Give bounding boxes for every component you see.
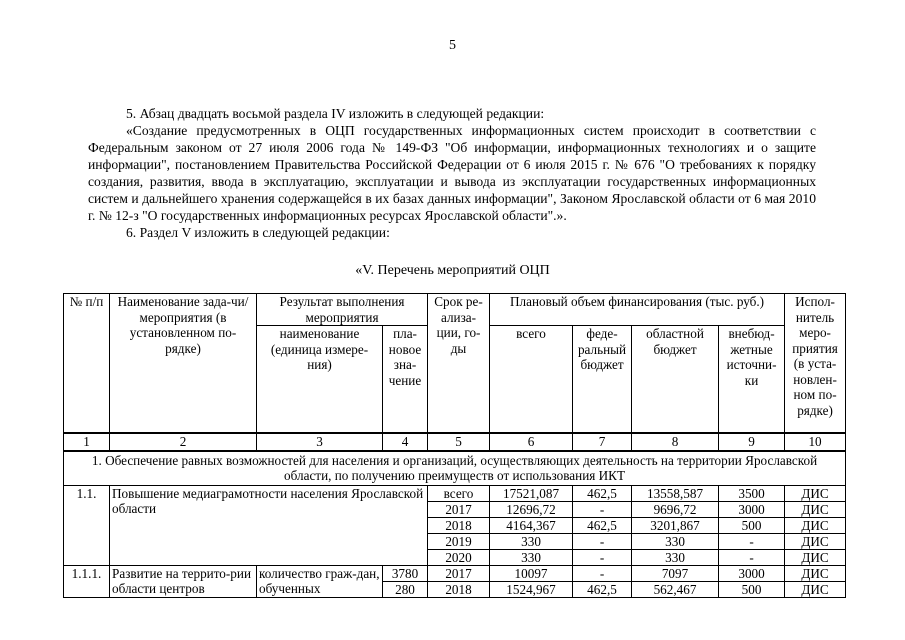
year-cell: 2017 bbox=[428, 501, 490, 517]
federal-cell: - bbox=[573, 565, 632, 581]
total-cell: 1524,967 bbox=[490, 581, 573, 597]
total-cell: 330 bbox=[490, 549, 573, 565]
header-executor: Испол-нитель меро-приятия (в уста-новлен-ном по-рядке) bbox=[785, 294, 846, 434]
extra-cell: 500 bbox=[719, 581, 785, 597]
section-heading: 1. Обеспечение равных возможностей для населения и организаций, осуществляющих деятельность на территории Ярославской области, по получению преимуществ от использования ИКТ bbox=[64, 451, 846, 486]
col-number: 1 bbox=[64, 433, 110, 451]
total-cell: 17521,087 bbox=[490, 485, 573, 501]
extra-cell: 3500 bbox=[719, 485, 785, 501]
header-num: № п/п bbox=[64, 294, 110, 434]
header-extra: внебюд-жетные источни-ки bbox=[719, 326, 785, 434]
regional-cell: 330 bbox=[632, 549, 719, 565]
paragraph-5: 5. Абзац двадцать восьмой раздела IV изложить в следующей редакции: bbox=[126, 106, 545, 121]
federal-cell: 462,5 bbox=[573, 485, 632, 501]
header-total: всего bbox=[490, 326, 573, 434]
col-number: 10 bbox=[785, 433, 846, 451]
col-number: 4 bbox=[383, 433, 428, 451]
regional-cell: 562,467 bbox=[632, 581, 719, 597]
paragraph-quote: «Создание предусмотренных в ОЦП государственных информационных систем происходит в соответствии с Федеральным законом от 27 июля 2006 года № 149-ФЗ "Об информации, информационных технологиях и о защите информации", постановлением Правительства Российской Федерации от 6 июля 2015 г. № 676 "О требованиях к порядку создания, развития, ввода в эксплуатацию, эксплуатации и вывода из эксплуатации государственных информационных систем и дальнейшего хранения содержащейся в их базах данных информации", Законом Ярославской области от 6 мая 2010 г. № 12-з "О государственных информационных ресурсах Ярославской области".». bbox=[88, 123, 816, 223]
header-regional: областной бюджет bbox=[632, 326, 719, 434]
task-number: 1.1.1. bbox=[64, 565, 110, 597]
col-number: 5 bbox=[428, 433, 490, 451]
federal-cell: - bbox=[573, 549, 632, 565]
extra-cell: 500 bbox=[719, 517, 785, 533]
planned-value-cell: 280 bbox=[383, 581, 428, 597]
planned-value-cell: 3780 bbox=[383, 565, 428, 581]
col-number: 6 bbox=[490, 433, 573, 451]
regional-cell: 13558,587 bbox=[632, 485, 719, 501]
header-result: Результат выполнения мероприятия bbox=[257, 294, 428, 326]
paragraph-6: 6. Раздел V изложить в следующей редакции: bbox=[126, 225, 390, 240]
total-cell: 330 bbox=[490, 533, 573, 549]
executor-cell: ДИС bbox=[785, 517, 846, 533]
executor-cell: ДИС bbox=[785, 549, 846, 565]
federal-cell: - bbox=[573, 533, 632, 549]
executor-cell: ДИС bbox=[785, 565, 846, 581]
section-title: «V. Перечень мероприятий ОЦП bbox=[355, 263, 550, 278]
federal-cell: - bbox=[573, 501, 632, 517]
year-cell: всего bbox=[428, 485, 490, 501]
year-cell: 2020 bbox=[428, 549, 490, 565]
result-name: количество граж-дан, обученных bbox=[257, 565, 383, 597]
document-body bbox=[88, 105, 816, 241]
year-cell: 2018 bbox=[428, 517, 490, 533]
regional-cell: 7097 bbox=[632, 565, 719, 581]
total-cell: 12696,72 bbox=[490, 501, 573, 517]
section-row bbox=[64, 451, 846, 486]
col-number: 7 bbox=[573, 433, 632, 451]
col-number: 9 bbox=[719, 433, 785, 451]
regional-cell: 330 bbox=[632, 533, 719, 549]
header-name: Наименование зада-чи/мероприятия (в установленном по-рядке) bbox=[110, 294, 257, 434]
header-row-1 bbox=[64, 294, 846, 326]
task-number: 1.1. bbox=[64, 485, 110, 565]
header-result-value: пла-новое зна-чение bbox=[383, 326, 428, 434]
executor-cell: ДИС bbox=[785, 485, 846, 501]
regional-cell: 3201,867 bbox=[632, 517, 719, 533]
header-result-name: наименование (единица измере-ния) bbox=[257, 326, 383, 434]
page-number: 5 bbox=[449, 38, 456, 53]
total-cell: 10097 bbox=[490, 565, 573, 581]
executor-cell: ДИС bbox=[785, 501, 846, 517]
task-name: Повышение медиаграмотности населения Ярославской области bbox=[110, 485, 428, 565]
executor-cell: ДИС bbox=[785, 533, 846, 549]
year-cell: 2018 bbox=[428, 581, 490, 597]
header-financing: Плановый объем финансирования (тыс. руб.) bbox=[490, 294, 785, 326]
extra-cell: 3000 bbox=[719, 565, 785, 581]
year-cell: 2019 bbox=[428, 533, 490, 549]
federal-cell: 462,5 bbox=[573, 517, 632, 533]
header-federal: феде-ральный бюджет bbox=[573, 326, 632, 434]
extra-cell: - bbox=[719, 533, 785, 549]
col-number: 3 bbox=[257, 433, 383, 451]
table-row bbox=[64, 485, 846, 501]
extra-cell: - bbox=[719, 549, 785, 565]
extra-cell: 3000 bbox=[719, 501, 785, 517]
table-row bbox=[64, 565, 846, 581]
header-term: Срок ре-ализа-ции, го-ды bbox=[428, 294, 490, 434]
executor-cell: ДИС bbox=[785, 581, 846, 597]
federal-cell: 462,5 bbox=[573, 581, 632, 597]
year-cell: 2017 bbox=[428, 565, 490, 581]
column-numbers-row bbox=[64, 433, 846, 451]
task-name: Развитие на террито-рии области центров bbox=[110, 565, 257, 597]
measures-table bbox=[63, 293, 846, 598]
col-number: 8 bbox=[632, 433, 719, 451]
regional-cell: 9696,72 bbox=[632, 501, 719, 517]
col-number: 2 bbox=[110, 433, 257, 451]
total-cell: 4164,367 bbox=[490, 517, 573, 533]
